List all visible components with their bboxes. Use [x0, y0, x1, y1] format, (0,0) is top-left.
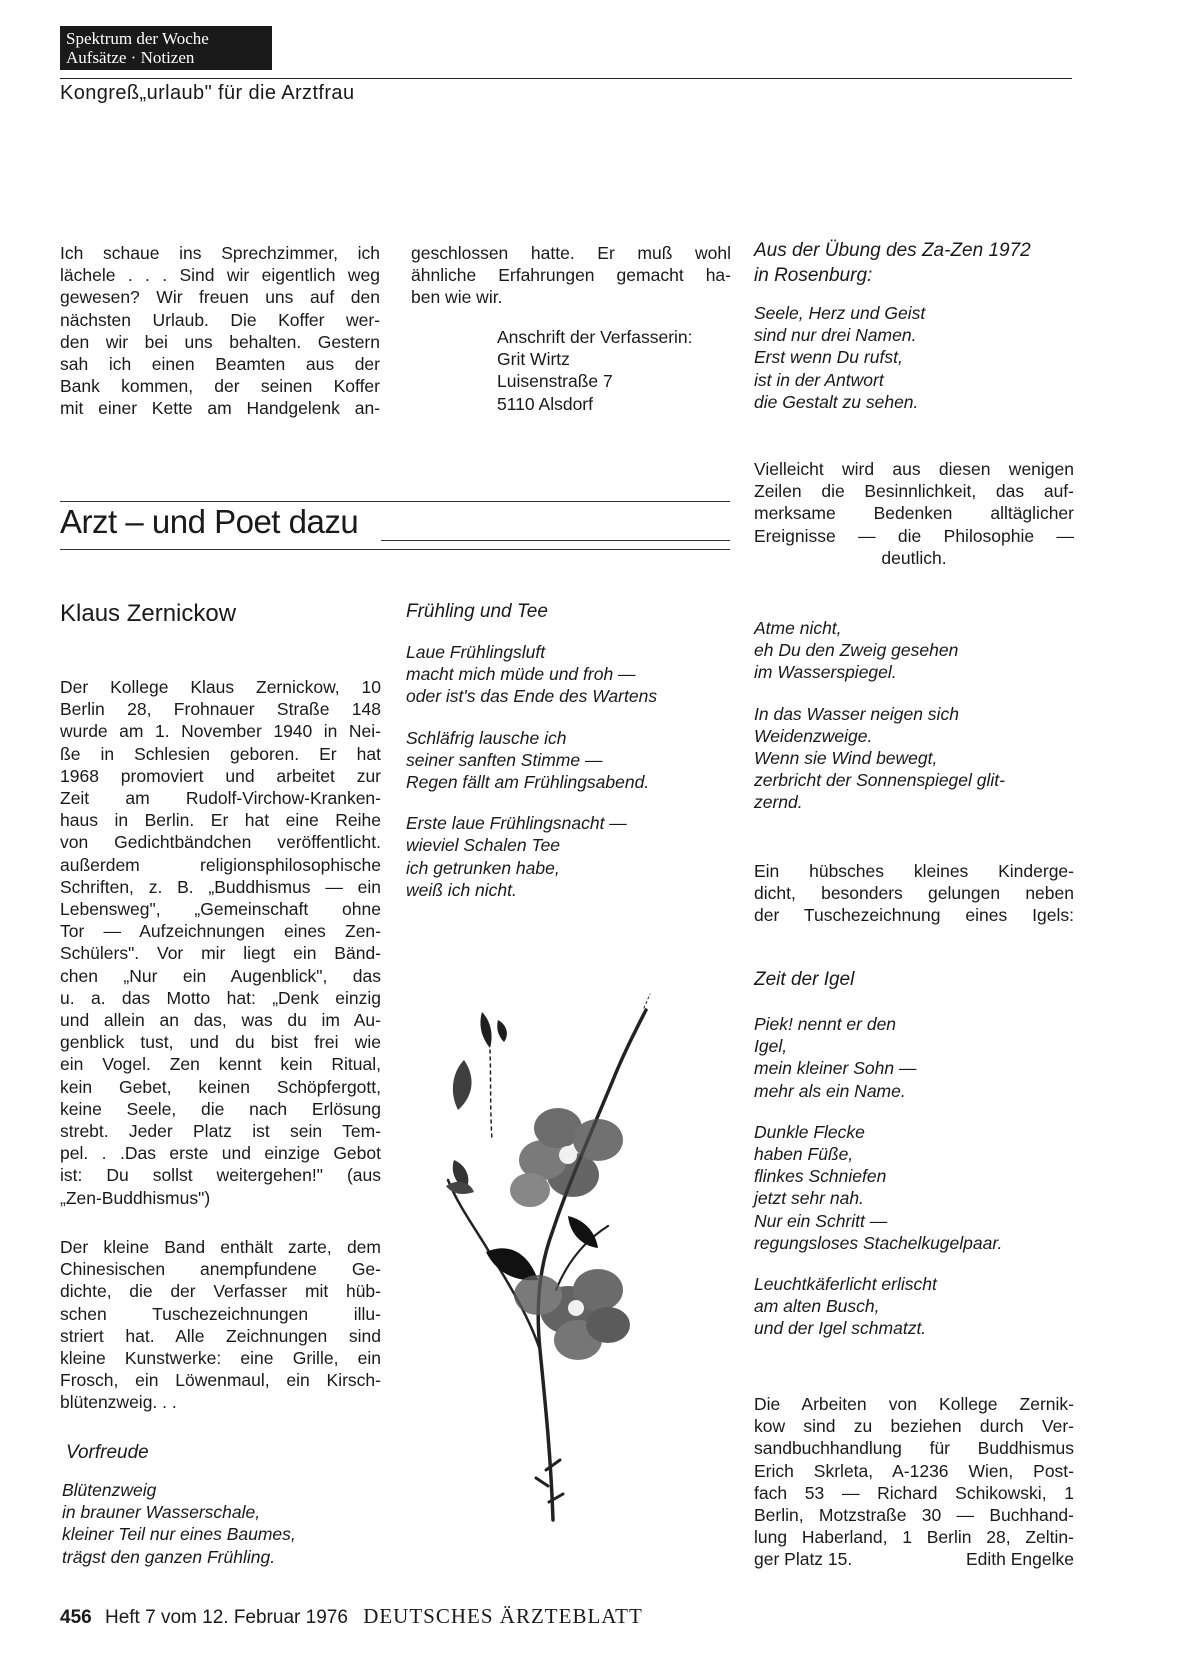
text-line: ße in Schlesien geboren. Er hat	[60, 743, 381, 764]
text-line: keine Seele, die nach Erlösung	[60, 1098, 381, 1119]
zazen-title	[754, 238, 1074, 288]
text-line: die Gestalt zu sehen.	[754, 391, 919, 412]
text-line: Erich Skrleta, A-1236 Wien, Post-	[754, 1460, 1074, 1481]
text-line: mein kleiner Sohn —	[754, 1058, 917, 1079]
text-line	[406, 793, 657, 812]
text-line: Aus der Übung des Za-Zen 1972	[754, 240, 1031, 261]
zazen-block	[754, 238, 1074, 413]
text-line: trägst den ganzen Frühling.	[62, 1546, 276, 1567]
text-line: Der Kollege Klaus Zernickow, 10	[60, 677, 381, 697]
text-line: sah ich einen Beamten aus der	[60, 354, 380, 375]
text-line: 1968 promoviert und arbeitet zur	[60, 765, 381, 786]
text-line: ist in der Antwort	[754, 369, 884, 390]
text-line: merksame Bedenken alltäglicher	[754, 503, 1074, 524]
ink-flower-illustration	[418, 990, 698, 1540]
text-line: Laue Frühlingsluft	[406, 642, 546, 662]
text-line: ich getrunken habe,	[406, 857, 560, 878]
text-line: 5110 Alsdorf	[497, 393, 593, 414]
text-line: lächele . . . Sind wir eigentlich weg	[60, 265, 380, 286]
page-footer	[60, 1604, 643, 1629]
text-line: und der Igel schmatzt.	[754, 1318, 927, 1339]
text-line: nächsten Urlaub. Die Koffer wer-	[60, 309, 380, 330]
text-line: lung Haberland, 1 Berlin 28, Zeltin-	[754, 1527, 1074, 1548]
text-line: ist: Du sollst weitergehen!" (aus	[60, 1165, 381, 1186]
poem-title-zeit-der-igel: Zeit der Igel	[754, 969, 855, 990]
text-line: Die Arbeiten von Kollege Zernik-	[754, 1394, 1074, 1414]
text-line: eh Du den Zweig gesehen	[754, 640, 959, 661]
text-line: Erst wenn Du rufst,	[754, 347, 903, 368]
article-para-4	[754, 860, 1074, 927]
text-line: Zeit am Rudolf-Virchow-Kranken-	[60, 788, 381, 809]
header-rule	[60, 78, 1072, 79]
text-line: in Rosenburg:	[754, 265, 873, 286]
text-line: haus in Berlin. Er hat eine Reihe	[60, 810, 381, 831]
article-para-5	[754, 1393, 1074, 1571]
text-line: genblick tust, und du bist frei wie	[60, 1032, 381, 1053]
article-para-3	[754, 458, 1074, 569]
text-line: pel. . .Das erste und einzige Gebot	[60, 1143, 381, 1164]
sources-text	[754, 1393, 1074, 1548]
text-line: Piek! nennt er den	[754, 1014, 897, 1034]
text-line: kein Gebet, keinen Schöpfergott,	[60, 1076, 381, 1097]
text-line: Weidenzweige.	[754, 725, 873, 746]
text-line: Seele, Herz und Geist	[754, 303, 926, 323]
text-line: wurde am 1. November 1940 in Nei-	[60, 721, 381, 742]
text-line: ben wie wir.	[411, 287, 503, 308]
text-line: zerbricht der Sonnenspiegel glit-	[754, 770, 1005, 791]
text-line: Ereignisse — die Philosophie —	[754, 525, 1074, 546]
article-signature: Edith Engelke	[966, 1549, 1074, 1570]
text-line: Lebensweg", „Gemeinschaft ohne	[60, 899, 381, 920]
text-line: In das Wasser neigen sich	[754, 703, 959, 724]
text-line: Vielleicht wird aus diesen wenigen	[754, 459, 1074, 479]
poem-atme-nicht	[754, 617, 1005, 814]
text-line	[754, 1254, 1002, 1273]
page-number: 456	[60, 1607, 92, 1628]
sources-last-line: ger Platz 15.	[754, 1549, 853, 1570]
text-line: Zeilen die Besinnlichkeit, das auf-	[754, 481, 1074, 502]
text-line: Tor — Aufzeichnungen eines Zen-	[60, 921, 381, 942]
article-para-1	[60, 676, 381, 1209]
zazen-poem	[754, 302, 1074, 413]
text-line: Ein hübsches kleines Kinderge-	[754, 861, 1074, 881]
text-line: seiner sanften Stimme —	[406, 749, 603, 770]
text-line: ein Vogel. Zen kennt kein Ritual,	[60, 1054, 381, 1075]
text-line: „Zen-Buddhismus")	[60, 1187, 211, 1208]
text-line: chen „Nur ein Augenblick", das	[60, 965, 381, 986]
text-line: den wir bei uns behalten. Gestern	[60, 331, 380, 352]
text-line: von Gedichtbändchen veröffentlicht.	[60, 832, 381, 853]
section-badge-line1: Spektrum der Woche	[66, 29, 209, 48]
issue-info: Heft 7 vom 12. Februar 1976	[104, 1607, 348, 1628]
text-line: Bank kommen, der seinen Koffer	[60, 376, 380, 397]
text-line: Igel,	[754, 1036, 788, 1057]
text-line: striert hat. Alle Zeichnungen sind	[60, 1325, 381, 1346]
text-line	[754, 1102, 1002, 1121]
text-line: Nur ein Schritt —	[754, 1210, 888, 1231]
text-line: Wenn sie Wind bewegt,	[754, 748, 938, 769]
text-line: kleiner Teil nur eines Baumes,	[62, 1524, 296, 1545]
text-line: wieviel Schalen Tee	[406, 835, 561, 856]
text-line: und allein an das, was du im Au-	[60, 1010, 381, 1031]
prev-article-col1	[60, 242, 380, 420]
text-line: im Wasserspiegel.	[754, 662, 897, 683]
text-line: kleine Kunstwerke: eine Grille, ein	[60, 1348, 381, 1369]
text-line: oder ist's das Ende des Wartens	[406, 686, 658, 707]
text-line	[754, 684, 1005, 703]
text-line: zernd.	[754, 792, 803, 813]
previous-article-title: Kongreß„urlaub" für die Arztfrau	[60, 82, 355, 104]
text-line: Grit Wirtz	[497, 349, 570, 370]
headline-rule-bottom	[60, 549, 730, 550]
text-line: schen Tuschezeichnungen illu-	[60, 1303, 381, 1324]
article-author: Klaus Zernickow	[60, 600, 237, 627]
text-line: fach 53 — Richard Schikowski, 1	[754, 1482, 1074, 1503]
poem-title-vorfreude: Vorfreude	[66, 1442, 149, 1463]
text-line: Schülers". Vor mir liegt ein Bänd-	[60, 943, 381, 964]
text-line: Anschrift der Verfasserin:	[497, 327, 693, 347]
text-line: der Tuschezeichnung eines Igels:	[754, 905, 1074, 926]
text-line: in brauner Wasserschale,	[62, 1502, 261, 1523]
text-line: Leuchtkäferlicht erlischt	[754, 1274, 937, 1295]
text-line: Der kleine Band enthält zarte, dem	[60, 1237, 381, 1257]
publication-name: DEUTSCHES ÄRZTEBLATT	[363, 1604, 643, 1628]
text-line: Chinesischen anempfundene Ge-	[60, 1259, 381, 1280]
poem-fruehling-und-tee	[406, 641, 657, 901]
poem-vorfreude	[62, 1479, 296, 1568]
section-badge-line2: Aufsätze · Notizen	[66, 48, 195, 67]
prev-article-col2	[411, 242, 731, 309]
text-line: u. a. das Motto hat: „Denk einzig	[60, 987, 381, 1008]
headline-rule-top	[60, 501, 730, 502]
text-line: regungsloses Stachelkugelpaar.	[754, 1232, 1003, 1253]
text-line: ähnliche Erfahrungen gemacht ha-	[411, 265, 731, 286]
text-line: sandbuchhandlung für Buddhismus	[754, 1438, 1074, 1459]
text-line: sind nur drei Namen.	[754, 325, 917, 346]
text-line: dicht, besonders gelungen neben	[754, 883, 1074, 904]
text-line: flinkes Schniefen	[754, 1166, 887, 1187]
text-line: mehr als ein Name.	[754, 1080, 906, 1101]
author-address	[497, 326, 693, 415]
section-badge	[60, 26, 272, 70]
text-line: Ich schaue ins Sprechzimmer, ich	[60, 243, 380, 263]
text-line: blütenzweig. . .	[60, 1392, 177, 1413]
text-line: kow sind zu beziehen durch Ver-	[754, 1416, 1074, 1437]
poem-title-fruehling: Frühling und Tee	[406, 601, 548, 622]
article-para-2	[60, 1236, 381, 1414]
text-line: außerdem religionsphilosophische	[60, 854, 381, 875]
text-line: jetzt sehr nah.	[754, 1188, 864, 1209]
text-line: Berlin 28, Frohnauer Straße 148	[60, 699, 381, 720]
text-line: Erste laue Frühlingsnacht —	[406, 813, 627, 834]
poem-zeit-der-igel	[754, 1013, 1002, 1340]
text-line: Luisenstraße 7	[497, 371, 613, 392]
text-line: Berlin, Motzstraße 30 — Buchhand-	[754, 1505, 1074, 1526]
text-line: deutlich.	[881, 547, 947, 568]
text-line	[406, 708, 657, 727]
text-line: Blütenzweig	[62, 1480, 157, 1500]
text-line: Dunkle Flecke	[754, 1121, 865, 1142]
closing-line	[754, 1548, 1074, 1570]
text-line: strebt. Jeder Platz ist sein Tem-	[60, 1121, 381, 1142]
text-line: Atme nicht,	[754, 618, 842, 638]
text-line: Schläfrig lausche ich	[406, 727, 567, 748]
text-line: Schriften, z. B. „Buddhismus — ein	[60, 876, 381, 897]
text-line: haben Füße,	[754, 1144, 854, 1165]
text-line: dichte, die der Verfasser mit hüb-	[60, 1281, 381, 1302]
text-line: mit einer Kette am Handgelenk an-	[60, 398, 380, 419]
text-line: macht mich müde und froh —	[406, 664, 636, 685]
headline-rule-mid	[381, 540, 730, 541]
text-line: weiß ich nicht.	[406, 879, 517, 900]
text-line: Regen fällt am Frühlingsabend.	[406, 772, 650, 793]
text-line: am alten Busch,	[754, 1296, 880, 1317]
text-line: Frosch, ein Löwenmaul, ein Kirsch-	[60, 1370, 381, 1391]
text-line: geschlossen hatte. Er muß wohl	[411, 243, 731, 263]
text-line: gewesen? Wir freuen uns auf den	[60, 287, 380, 308]
article-headline: Arzt – und Poet dazu	[60, 503, 359, 540]
